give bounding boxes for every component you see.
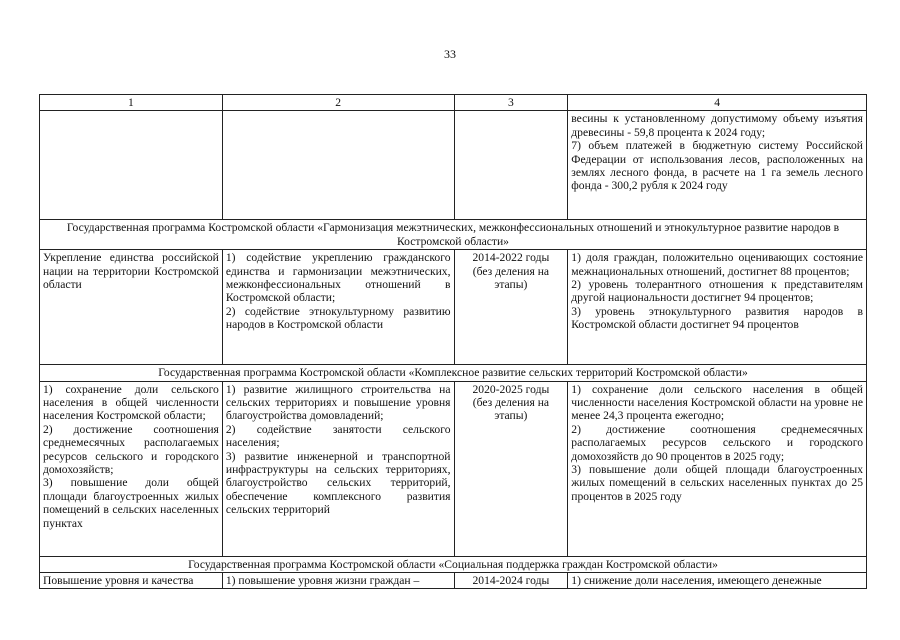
goal-cell: [40, 250, 223, 365]
continuation-text-1: весины к установленному допустимому объему изъятия древесины - 59,8 процента к 2024 году;: [571, 112, 863, 139]
result-text: 1) снижение доли населения, имеющего денежные: [571, 574, 822, 588]
column-number-4: 4: [568, 95, 867, 111]
continuation-text-2: 7) объем платежей в бюджетную систему Российской Федерации от использования лесов, расположенных на землях лесного фонда, в расчете на 1 га земель лесного фонда - 300,2 рубля к 2024 году: [571, 139, 863, 193]
tasks-cell: [222, 250, 454, 365]
continuation-col1: [40, 111, 223, 220]
goal-text: Повышение уровня и качества: [43, 574, 194, 588]
section-title: Государственная программа Костромской области «Комплексное развитие сельских территорий Костромской области»: [40, 365, 867, 381]
results-cell: [568, 381, 867, 556]
period-note: этапы): [494, 409, 528, 423]
goal-text: 3) повышение доли общей площади благоустроенных жилых помещений в сельских населенных пунктах: [43, 476, 219, 530]
section-title-row: [40, 220, 867, 250]
task-text: 1) повышение уровня жизни граждан –: [225, 574, 420, 588]
result-text: 3) повышение доли общей площади благоустроенных жилых помещений в сельских населенных пунктах до 25 процентов в 2025 году: [571, 463, 863, 503]
continuation-col3: [454, 111, 568, 220]
goal-cell: [40, 573, 223, 589]
column-number-3: 3: [454, 95, 568, 111]
program-row: [40, 573, 867, 589]
section-title: Государственная программа Костромской области «Гармонизация межэтнических, межконфессиональных отношений и этнокультурное развитие народов в Костромской области»: [40, 220, 867, 250]
goal-cell: [40, 381, 223, 556]
section-title-row: [40, 556, 867, 572]
result-text: 1) доля граждан, положительно оценивающих состояние межнациональных отношений, достигнет 88 процентов;: [571, 251, 863, 278]
results-cell: [568, 250, 867, 365]
period-note: этапы): [494, 278, 528, 292]
tasks-cell: [222, 381, 454, 556]
result-text: 2) уровень толерантного отношения к представителям другой национальности достигнет 94 процентов;: [571, 278, 863, 305]
period-cell: [454, 381, 568, 556]
continuation-row: [40, 111, 867, 220]
column-number-1: 1: [40, 95, 223, 111]
section-title: Государственная программа Костромской области «Социальная поддержка граждан Костромской области»: [40, 556, 867, 572]
tasks-cell: [222, 573, 454, 589]
period-note: (без деления на: [472, 264, 550, 278]
programs-table: [39, 94, 867, 589]
period-cell: [454, 250, 568, 365]
continuation-col2: [222, 111, 454, 220]
goal-text: 1) сохранение доли сельского населения в общей численности населения Костромской области;: [43, 382, 219, 423]
program-row: [40, 250, 867, 365]
result-text: 2) достижение соотношения среднемесячных располагаемых ресурсов сельского и городского домохозяйств до 90 процентов в 2025 году;: [571, 422, 863, 463]
task-text: 2) содействие занятости сельского населения;: [225, 422, 451, 450]
column-number-row: [40, 95, 867, 111]
result-text: 1) сохранение доли сельского населения в общей численности населения Костромской области на уровне не менее 24,3 процента ежегодно;: [571, 382, 863, 423]
goal-text: Укрепление единства российской нации на территории Костромской области: [43, 251, 219, 292]
period-years: 2014-2024 годы: [472, 574, 550, 588]
task-text: 1) развитие жилищного строительства на сельских территориях и повышение уровня благоустройства домовладений;: [225, 382, 451, 423]
period-years: 2020-2025 годы: [472, 382, 550, 396]
period-cell: [454, 573, 568, 589]
section-title-row: [40, 365, 867, 381]
continuation-col4: [568, 111, 867, 220]
period-note: (без деления на: [472, 396, 550, 410]
task-text: 3) развитие инженерной и транспортной инфраструктуры на сельских территориях, благоустройство сельских территорий, обеспечение комплексного развития сельских территорий: [225, 449, 451, 517]
column-number-2: 2: [222, 95, 454, 111]
goal-text: 2) достижение соотношения среднемесячных располагаемых ресурсов сельского и городского домохозяйств;: [43, 422, 219, 477]
result-text: 3) уровень этнокультурного развития народов в Костромской области достигнет 94 процентов: [571, 304, 863, 332]
program-row: [40, 381, 867, 556]
task-text: 2) содействие этнокультурному развитию народов в Костромской области: [225, 304, 451, 332]
results-cell: [568, 573, 867, 589]
page-number: 33: [444, 47, 456, 61]
period-years: 2014-2022 годы: [472, 251, 550, 265]
task-text: 1) содействие укреплению гражданского единства и гармонизации межэтнических, межконфессиональных отношений в Костромской области;: [225, 251, 451, 305]
